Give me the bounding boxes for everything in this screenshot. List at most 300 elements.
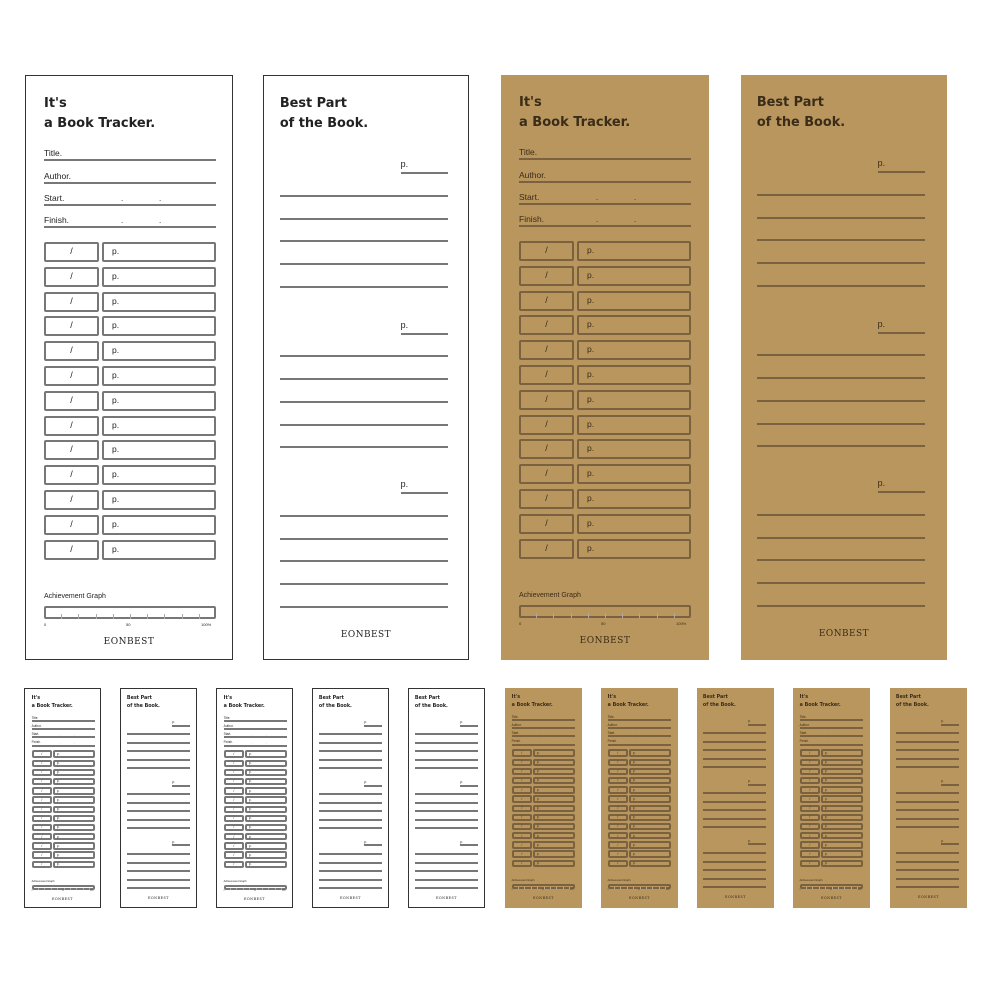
page-label: p. (248, 807, 252, 812)
writing-line (757, 582, 925, 584)
card-title-line1: Best Part (702, 695, 728, 701)
page-box (533, 841, 575, 848)
graph-tick (646, 887, 647, 889)
page-label: p. (536, 778, 540, 783)
date-slash: / (617, 778, 619, 783)
page-label: p. (587, 344, 595, 355)
writing-line (896, 809, 959, 811)
page-number-label: p. (364, 839, 367, 844)
writing-line (896, 861, 959, 863)
page-box (245, 833, 287, 840)
page-box (102, 490, 216, 510)
date-slash: / (41, 751, 43, 756)
writing-line (757, 400, 925, 402)
page-number-line (748, 724, 766, 726)
page-label: p. (824, 851, 828, 856)
page-label: p. (56, 807, 60, 812)
page-label: p. (112, 494, 120, 504)
field-label: Finish. (799, 739, 809, 744)
page-box (245, 815, 287, 822)
date-slash: / (233, 807, 235, 812)
writing-line (703, 741, 766, 743)
graph-tick (268, 888, 269, 890)
axis-end: 100% (676, 621, 687, 626)
axis-mid: 50 (638, 890, 640, 892)
date-separator: . (159, 216, 162, 225)
writing-line (319, 750, 382, 752)
page-number-line (364, 844, 382, 846)
date-slash: / (617, 806, 619, 811)
date-separator: . (596, 215, 599, 224)
page-box (53, 760, 95, 767)
graph-label: Achievement Graph (607, 879, 631, 883)
axis-end: 100% (569, 890, 574, 892)
page-box (629, 768, 671, 775)
date-slash: / (233, 843, 235, 848)
page-box (245, 861, 287, 868)
field-underline (512, 744, 576, 746)
brand-logo: EONBEST (244, 896, 265, 901)
date-slash: / (617, 796, 619, 801)
page-label: p. (56, 770, 60, 775)
page-number-line (460, 725, 478, 727)
page-label: p. (632, 778, 636, 783)
page-label: p. (56, 852, 60, 857)
page-label: p. (248, 843, 252, 848)
brand-logo: EONBEST (148, 895, 169, 900)
page-label: p. (248, 825, 252, 830)
field-underline (608, 735, 672, 737)
brand-logo: EONBEST (103, 637, 155, 647)
writing-line (280, 263, 448, 265)
page-label: p. (632, 851, 636, 856)
page-number-line (172, 785, 190, 787)
field-underline (608, 719, 672, 721)
writing-line (703, 732, 766, 734)
page-number-label: p. (877, 318, 886, 329)
card-title-line2: a Book Tracker. (31, 703, 73, 709)
page-number-line (941, 724, 959, 726)
page-box (821, 860, 863, 867)
writing-line (127, 802, 190, 804)
page-number-label: p. (941, 838, 944, 843)
card-title-line2: of the Book. (318, 703, 352, 709)
axis-start: 0 (607, 890, 609, 892)
date-slash: / (70, 295, 73, 306)
date-slash: / (41, 797, 43, 802)
page-number-line (401, 492, 449, 494)
date-slash: / (41, 852, 43, 857)
page-box (533, 777, 575, 784)
writing-line (127, 887, 190, 889)
page-label: p. (248, 852, 252, 857)
page-label: p. (536, 824, 540, 829)
field-underline (32, 736, 96, 738)
card-title-line1: It's (44, 96, 67, 111)
writing-line (703, 878, 766, 880)
page-box (577, 415, 691, 435)
writing-line (896, 749, 959, 751)
page-label: p. (536, 769, 540, 774)
writing-line (703, 869, 766, 871)
date-separator: . (636, 731, 637, 736)
page-box (102, 366, 216, 386)
small-tracker-card (24, 688, 101, 908)
date-slash: / (41, 788, 43, 793)
writing-line (319, 853, 382, 855)
writing-line (415, 733, 478, 735)
writing-line (757, 537, 925, 539)
page-label: p. (112, 345, 120, 356)
page-box (821, 786, 863, 793)
date-slash: / (521, 806, 523, 811)
writing-line (896, 826, 959, 828)
axis-mid: 50 (254, 891, 256, 893)
field-label: Start. (799, 731, 808, 736)
card-title-line1: Best Part (279, 95, 347, 111)
date-slash: / (233, 852, 235, 857)
page-box (821, 805, 863, 812)
field-label: Finish. (511, 739, 521, 744)
page-box (102, 391, 216, 411)
writing-line (415, 862, 478, 864)
page-number-label: p. (172, 720, 175, 725)
graph-tick (536, 613, 537, 618)
page-box (533, 768, 575, 775)
card-title-line2: of the Book. (895, 702, 929, 708)
page-box (821, 823, 863, 830)
page-label: p. (632, 815, 636, 820)
date-slash: / (41, 862, 43, 867)
page-label: p. (536, 842, 540, 847)
card-title-line2: a Book Tracker. (607, 702, 649, 708)
date-slash: / (70, 394, 73, 405)
page-label: p. (536, 861, 540, 866)
writing-line (703, 809, 766, 811)
graph-tick (588, 613, 589, 618)
date-slash: / (521, 750, 523, 755)
writing-line (896, 741, 959, 743)
field-label: Start. (44, 193, 65, 203)
card-title-line2: of the Book. (279, 115, 369, 131)
page-box (102, 267, 216, 287)
card-title-line1: It's (799, 695, 809, 701)
writing-line (703, 758, 766, 760)
graph-label: Achievement Graph (223, 880, 247, 884)
writing-line (896, 818, 959, 820)
writing-line (280, 240, 448, 242)
card-title-line1: Best Part (126, 696, 152, 702)
graph-tick (130, 614, 131, 619)
field-label: Start. (519, 192, 540, 202)
page-number-label: p. (460, 720, 463, 725)
date-separator: . (636, 739, 637, 744)
writing-line (896, 886, 959, 888)
date-slash: / (545, 369, 548, 379)
date-slash: / (70, 419, 73, 430)
graph-tick (61, 614, 62, 619)
graph-tick (254, 888, 257, 893)
writing-line (415, 819, 478, 821)
field-underline (608, 727, 672, 729)
card-title-line2: of the Book. (756, 114, 846, 130)
date-slash: / (617, 861, 619, 866)
page-box (102, 440, 216, 460)
page-box (577, 340, 691, 360)
graph-tick (83, 888, 84, 890)
page-box (533, 795, 575, 802)
writing-line (703, 826, 766, 828)
writing-line (319, 733, 382, 735)
axis-end: 100% (201, 622, 212, 627)
date-slash: / (809, 750, 811, 755)
page-number-line (172, 844, 190, 846)
graph-tick (844, 887, 845, 889)
page-box (629, 759, 671, 766)
field-underline (519, 181, 691, 183)
page-box (53, 750, 95, 757)
page-box (102, 242, 216, 262)
page-box (53, 796, 95, 803)
graph-tick (542, 887, 545, 892)
axis-start: 0 (223, 891, 225, 893)
page-label: p. (112, 370, 120, 380)
date-slash: / (70, 320, 73, 331)
page-box (245, 806, 287, 813)
card-title-line2: a Book Tracker. (511, 702, 553, 708)
page-box (629, 814, 671, 821)
date-slash: / (41, 825, 43, 830)
writing-line (280, 446, 448, 448)
page-box (629, 749, 671, 756)
date-slash: / (809, 796, 811, 801)
date-slash: / (521, 815, 523, 820)
page-box (821, 795, 863, 802)
page-label: p. (587, 468, 595, 479)
date-slash: / (41, 834, 43, 839)
graph-label: Achievement Graph (511, 879, 535, 883)
date-separator: . (634, 215, 637, 224)
date-slash: / (809, 833, 811, 838)
writing-line (319, 870, 382, 872)
page-label: p. (56, 843, 60, 848)
field-underline (44, 159, 216, 161)
field-label: Finish. (607, 739, 617, 744)
page-label: p. (56, 788, 60, 793)
page-number-label: p. (941, 779, 944, 784)
date-slash: / (521, 760, 523, 765)
writing-line (896, 801, 959, 803)
page-number-label: p. (364, 780, 367, 785)
graph-tick (51, 888, 52, 890)
date-slash: / (70, 518, 73, 529)
card-title-line2: of the Book. (702, 702, 736, 708)
field-label: Finish. (223, 740, 233, 745)
writing-line (896, 878, 959, 880)
field-underline (224, 728, 288, 730)
page-label: p. (112, 444, 120, 455)
date-separator: . (266, 740, 268, 745)
date-slash: / (521, 778, 523, 783)
axis-end: 100% (665, 890, 670, 892)
large-bestpart-card (263, 75, 469, 660)
date-slash: / (521, 796, 523, 801)
writing-line (415, 827, 478, 829)
writing-line (280, 560, 448, 562)
graph-label: Achievement Graph (31, 880, 55, 884)
page-label: p. (824, 769, 828, 774)
date-separator: . (121, 194, 124, 203)
field-label: Finish. (519, 214, 545, 224)
axis-end: 100% (281, 891, 286, 893)
writing-line (280, 355, 448, 357)
field-label: Title. (519, 147, 538, 157)
page-label: p. (824, 778, 828, 783)
brand-logo: EONBEST (918, 894, 939, 899)
field-underline (44, 204, 216, 206)
graph-tick (571, 613, 572, 618)
graph-tick (657, 613, 658, 618)
field-underline (800, 735, 864, 737)
card-title-line1: It's (607, 695, 617, 701)
page-number-line (460, 785, 478, 787)
graph-tick (569, 887, 570, 889)
date-separator: . (828, 739, 829, 744)
page-label: p. (632, 769, 636, 774)
small-tracker-card (793, 688, 870, 908)
page-number-label: p. (941, 719, 944, 724)
writing-line (757, 559, 925, 561)
date-slash: / (233, 834, 235, 839)
writing-line (896, 869, 959, 871)
field-label: Author. (799, 723, 810, 728)
graph-tick (857, 887, 858, 889)
graph-tick (633, 887, 634, 889)
page-box (577, 390, 691, 410)
page-label: p. (536, 760, 540, 765)
graph-tick (89, 888, 90, 890)
page-label: p. (632, 796, 636, 801)
page-box (821, 768, 863, 775)
writing-line (280, 606, 448, 608)
graph-tick (62, 888, 65, 893)
page-label: p. (248, 770, 252, 775)
page-number-line (878, 332, 926, 334)
graph-tick (659, 887, 660, 889)
date-separator: . (596, 193, 599, 202)
date-slash: / (233, 825, 235, 830)
writing-line (415, 870, 478, 872)
field-label: Finish. (31, 740, 41, 745)
graph-tick (825, 887, 826, 889)
page-label: p. (632, 842, 636, 847)
field-underline (224, 720, 288, 722)
graph-tick (262, 888, 263, 890)
field-underline (800, 727, 864, 729)
date-slash: / (545, 344, 548, 355)
writing-line (757, 217, 925, 219)
writing-line (127, 827, 190, 829)
page-box (577, 439, 691, 459)
page-label: p. (587, 269, 595, 280)
small-bestpart-card (312, 688, 389, 908)
page-box (629, 850, 671, 857)
page-box (577, 464, 691, 484)
page-box (577, 489, 691, 509)
writing-line (415, 767, 478, 769)
field-underline (608, 744, 672, 746)
field-label: Author. (223, 724, 234, 729)
page-box (245, 796, 287, 803)
small-bestpart-card (120, 688, 197, 908)
date-slash: / (41, 807, 43, 812)
field-label: Title. (44, 148, 63, 158)
page-box (533, 749, 575, 756)
page-label: p. (56, 834, 60, 839)
small-tracker-card (505, 688, 582, 908)
writing-line (703, 818, 766, 820)
card-title-line1: It's (519, 95, 542, 110)
page-box (53, 769, 95, 776)
card-title-line2: a Book Tracker. (223, 703, 265, 709)
date-slash: / (545, 542, 548, 553)
writing-line (415, 879, 478, 881)
card-title-line1: Best Part (895, 695, 921, 701)
date-slash: / (70, 270, 73, 281)
graph-tick (638, 887, 641, 892)
page-number-line (364, 725, 382, 727)
writing-line (127, 742, 190, 744)
graph-tick (639, 613, 640, 618)
graph-tick (838, 887, 839, 889)
date-slash: / (545, 393, 548, 404)
page-box (577, 291, 691, 311)
page-number-label: p. (460, 780, 463, 785)
writing-line (757, 445, 925, 447)
page-box (102, 316, 216, 336)
writing-line (415, 750, 478, 752)
graph-tick (627, 887, 628, 889)
page-box (629, 841, 671, 848)
page-label: p. (632, 787, 636, 792)
page-label: p. (587, 393, 595, 404)
field-label: Title. (799, 714, 807, 719)
graph-label: Achievement Graph (519, 592, 581, 599)
date-slash: / (617, 769, 619, 774)
writing-line (127, 853, 190, 855)
writing-line (319, 793, 382, 795)
date-slash: / (70, 469, 73, 480)
graph-tick (605, 613, 606, 618)
field-label: Title. (607, 714, 615, 719)
writing-line (127, 810, 190, 812)
page-label: p. (248, 862, 252, 867)
writing-line (415, 810, 478, 812)
field-label: Title. (223, 715, 231, 720)
date-separator: . (159, 194, 162, 203)
page-number-label: p. (748, 838, 751, 843)
writing-line (757, 377, 925, 379)
writing-line (319, 819, 382, 821)
field-label: Author. (44, 171, 71, 181)
brand-logo: EONBEST (579, 636, 631, 646)
graph-tick (113, 614, 114, 619)
graph-tick (76, 888, 77, 890)
field-label: Author. (607, 723, 618, 728)
page-label: p. (824, 760, 828, 765)
card-title-line1: Best Part (318, 696, 344, 702)
writing-line (703, 792, 766, 794)
